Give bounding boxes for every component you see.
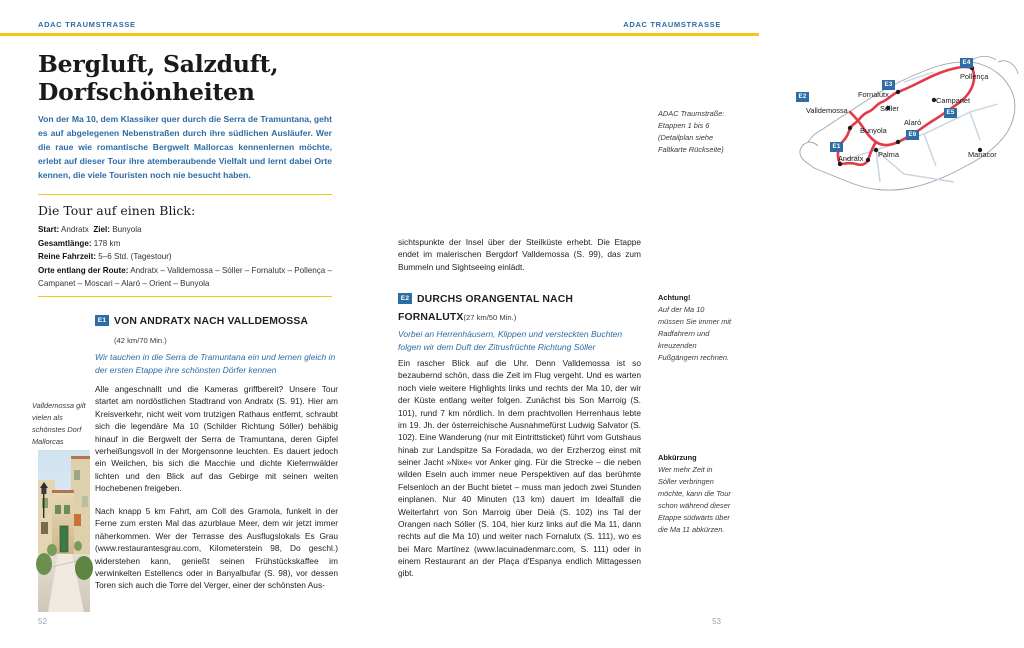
fact-value-start: Andratx <box>60 225 89 234</box>
map-label-palma: Palma <box>878 150 899 159</box>
stage-2-subtitle: Vorbei an Herrenhäusern, Klippen und versteckten Buchten folgen wir dem Duft der Zitrusfrüchte Richtung Sóller <box>398 329 623 353</box>
running-head-left: ADAC TRAUMSTRASSE <box>38 20 136 29</box>
map-artwork <box>784 42 1024 222</box>
note-achtung <box>658 292 732 364</box>
stage-1-duration: (42 km/70 Min.) <box>114 336 167 345</box>
fact-value-ziel: Bunyola <box>112 225 142 234</box>
note-achtung-text: Auf der Ma 10 müssen Sie immer mit Radfahrern und kreuzenden Fußgängern rechnen. <box>658 304 732 362</box>
stage-1-paragraph-1: Alle angeschnallt und die Kameras griffbereit? Unsere Tour startet am nordöstlichen Stadtrand von Andratx (S. 91). Hier am Kreisverkehr, nicht weit vom trutzigen Rathaus entfernt, schraubt sich die legendäre Ma 10 (Schilder Richtung Sóller) behäbig hinauf in die Bergwelt der Serra de Tramuntana, deren Gipfel verheißungsvoll in der Morgensonne leuchten. Es dauert jedoch ein Weilchen, bis sich die Macchie und dichte Kiefernwälder lichten und den Blick auf das Gebirge mit seinen weiten Hochebenen freigeben. <box>95 384 338 493</box>
photo-valldemossa <box>38 450 90 612</box>
fact-label-driving-time: Reine Fahrzeit: <box>38 252 97 262</box>
folio-left: 52 <box>38 617 47 626</box>
map-label-pollenca: Pollença <box>960 72 989 81</box>
fact-label-start: Start: <box>38 225 60 234</box>
photo-artwork <box>38 450 90 612</box>
map-badge-e6[interactable]: E6 <box>906 130 919 140</box>
stage-1-heading <box>95 311 338 377</box>
map-badge-e1[interactable]: E1 <box>830 142 843 152</box>
route-map <box>784 42 1024 222</box>
fact-row-driving-time <box>38 250 338 264</box>
map-badge-e2[interactable]: E2 <box>796 92 809 102</box>
page-right <box>380 0 997 648</box>
map-label-fornalutx: Fornalutx <box>858 90 889 99</box>
note-achtung-heading: Achtung! <box>658 293 691 302</box>
note-abkuerzung-text: Wer mehr Zeit in Sóller verbringen möchte, kann die Tour schon während dieser Etappe südwärts über die Ma 11 abkürzen. <box>658 464 731 534</box>
stage-2-title: DURCHS ORANGENTAL NACH FORNALUTX <box>398 294 574 323</box>
map-badge-e3[interactable]: E3 <box>882 80 895 90</box>
facts-heading: Die Tour auf einen Blick: <box>38 203 196 218</box>
fact-row-places <box>38 264 338 291</box>
fact-value-places: Andratx – Valldemossa – Sóller – Fornalutx – Pollença – Campanet – Moscari – Alaró – Orient – Bunyola <box>38 265 333 289</box>
map-label-manacor: Manacor <box>968 150 997 159</box>
map-caption: ADAC Traumstraße: Etappen 1 bis 6 (Detailplan siehe Faltkarte Rückseite) <box>658 109 725 154</box>
note-abkuerzung-heading: Abkürzung <box>658 453 697 462</box>
stage-1-subtitle: Wir tauchen in die Serra de Tramuntana ein und lernen gleich in der ersten Etappe ihre schönsten Dörfer kennen <box>95 352 336 376</box>
fact-label-places: Orte entlang der Route: <box>38 265 129 275</box>
map-label-valldemossa: Valldemossa <box>806 106 848 115</box>
divider-rule-bottom <box>38 296 332 297</box>
stage-1-paragraph-2: Nach knapp 5 km Fahrt, am Coll des Gramola, funkelt in der Ferne zum ersten Mal das azurblaue Meer, dem wir jetzt immer näherkommen. Wer der Terrasse des Ausflugslokals Es Grau (www.restaurantesgrau.com, Kilometerstein 98, Do geschl.) widerstehen kann, genießt seinen Frühstückskaffee im verwinkelten Estellencs oder in Banyalbufar (S. 98), vor dessen Toren sich auch die Torre del Verger, einer der schönsten Aus- <box>95 506 338 591</box>
page-title: Bergluft, Salzduft, Dorfschönheiten <box>38 50 279 107</box>
divider-rule-top <box>38 194 332 195</box>
folio-right: 53 <box>712 617 721 626</box>
map-label-soller: Sóller <box>880 104 899 113</box>
stage-1-title: VON ANDRATX NACH VALLDEMOSSA <box>114 316 309 327</box>
map-label-campanet: Campanet <box>936 96 971 105</box>
stage-2-paragraph-1: Ein rascher Blick auf die Uhr. Denn Valldemossa ist so bezaubernd schön, dass die Zeit im Flug vergeht. Und es warten noch viele weitere Highlights links und rechts der Ma 10, der wir der Küste entlang weiter folgen. Zunächst bis Son Marroig (S. 101), rund 7 km nördlich. In dem prachtvollen Herrenhaus lebte im 19. Jh. der österreichische Ausnahmefürst Ludwig Salvator (S. 102). Eine Wanderung (nur mit Eintrittsticket) führt vom Gutshaus hinab zur Landspitze Sa Foradada, wo der Erzherzog einst mit seiner Jacht »Nixe« vor Anker ging. Für die Strecke – die neben wilden Eseln auch immer neue Perspektiven auf das berühmte Felsenloch an der Bucht bietet – muss man jedoch zwei Stunden einplanen. Nur 40 Minuten (13 km) dauert im Idealfall die Weiterfahrt von Son Marroig über Deià (S. 102) ins Tal der Orangen nach Sóller (S. 104, hier kurz links auf die Ma 11, dann rechts auf die Ma 10) und weiter nach Fornalutx (S. 111), wo es bei Marc Martínez (www.lacuinadenmarc.com, S. 111) oder in einem Restaurant an der Plaça d'Espanya endlich Mittagessen gibt. <box>398 358 641 579</box>
map-badge-e4[interactable]: E4 <box>960 58 973 68</box>
page-left <box>0 0 380 648</box>
running-head-right: ADAC TRAUMSTRASSE <box>623 20 721 29</box>
map-label-alaro: Alaró <box>904 118 922 127</box>
continuation-paragraph: sichtspunkte der Insel über der Steilküste erhebt. Die Etappe endet im malerischen Bergdorf Valldemossa (S. 99), das zum Bummeln und Sightseeing einlädt. <box>398 237 641 272</box>
fact-row-length <box>38 237 338 251</box>
map-badge-e5[interactable]: E5 <box>944 108 957 118</box>
stage-badge-e1: E1 <box>95 315 109 326</box>
map-label-bunyola: Bunyola <box>860 126 887 135</box>
stage-2-duration: (27 km/50 Min.) <box>463 313 517 322</box>
fact-value-length: 178 km <box>93 238 121 248</box>
facts-list <box>38 223 338 291</box>
fact-value-driving-time: 5–6 Std. (Tagestour) <box>98 252 172 262</box>
stage-2-heading <box>398 289 641 354</box>
photo-caption: Valldemossa gilt vielen als schönstes Dorf Mallorcas <box>32 401 86 446</box>
note-abkuerzung <box>658 452 732 536</box>
map-label-andratx: Andratx <box>838 154 864 163</box>
intro-paragraph: Von der Ma 10, dem Klassiker quer durch die Serra de Tramuntana, geht es auf abgelegenen Nebenstraßen durch ihre südlichen Ausläufer. Wer die raue wie romantische Bergwelt Mallorcas kennenlernen möchte, erlebt auf dieser Tour ihre atemberaubende Vielfalt und lernt dabei Orte kennen, die viele Touristen noch nie besucht haben. <box>38 114 332 180</box>
fact-label-length: Gesamtlänge: <box>38 238 92 248</box>
stage-badge-e2: E2 <box>398 293 412 304</box>
fact-row-start <box>38 223 338 237</box>
fact-label-ziel: Ziel: <box>93 225 110 234</box>
